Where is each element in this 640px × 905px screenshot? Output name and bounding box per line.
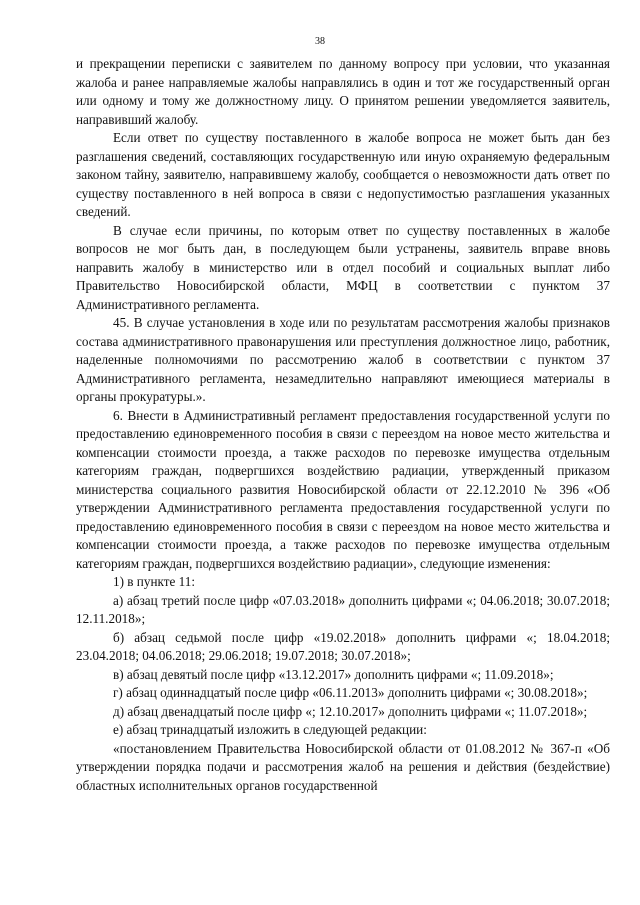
- page-number: 38: [315, 36, 325, 47]
- paragraph-resend-complaint: В случае если причины, по которым ответ по существу поставленных в жалобе вопросов не мог быть дан, в последующем были устранены, заявитель вправе вновь направить жалобу в министерство или в отдел пособий и социальных выплат либо Правительство Новосибирской области, МФЦ в соответствии с пунктом 37 Административного регламента.: [76, 222, 610, 312]
- paragraph-subitem-d: д) абзац двенадцатый после цифр «; 12.10.2017» дополнить цифрами «; 11.07.2018»;: [113, 703, 588, 719]
- paragraph-new-wording: «постановлением Правительства Новосибирской области от 01.08.2012 № 367-п «Об утверждении порядка подачи и рассмотрения жалоб на решения и действия (бездействие) областных исполнительных органов государственной: [76, 740, 610, 793]
- document-body: [76, 55, 610, 795]
- paragraph-item-45: 45. В случае установления в ходе или по результатам рассмотрения жалобы признаков состава административного правонарушения или преступления должностное лицо, работник, наделенные полномочиями по рассмотрению жалоб в соответствии с пунктом 37 Административного регламента, незамедлительно направляют имеющиеся материалы в органы прокуратуры.».: [76, 315, 610, 404]
- paragraph-subitem-v: в) абзац девятый после цифр «13.12.2017» дополнить цифрами «; 11.09.2018»;: [113, 666, 554, 682]
- paragraph-subitem-b: б) абзац седьмой после цифр «19.02.2018» дополнить цифрами «; 18.04.2018; 23.04.2018; 04.06.2018; 29.06.2018; 19.07.2018; 30.07.2018»;: [76, 629, 610, 663]
- paragraph-subitem-e: е) абзац тринадцатый изложить в следующей редакции:: [113, 722, 427, 737]
- paragraph-item-6: 6. Внести в Административный регламент предоставления государственной услуги по предоставлению единовременного пособия в связи с переездом на новое место жительства и компенсации стоимости проезда, а также расходов по перевозке имущества отдельным категориям граждан, подвергшихся воздействию радиации, утвержденный приказом министерства социального развития Новосибирской области от 22.12.2010 № 396 «Об утверждении Административного регламента предоставления государственной услуги по предоставлению единовременного пособия в связи с переездом на новое место жительства и компенсации стоимости проезда, а также расходов по перевозке имущества отдельным категориям граждан, подвергшихся воздействию радиации», следующие изменения:: [76, 407, 610, 571]
- paragraph-no-answer-secret: Если ответ по существу поставленного в жалобе вопроса не может быть дан без разглашения сведений, составляющих государственную или иную охраняемую федеральным законом тайну, заявителю, направившему жалобу, сообщается о невозможности дать ответ по существу поставленного в ней вопроса в связи с недопустимостью разглашения указанных сведений.: [76, 130, 610, 219]
- paragraph-subitem-a: а) абзац третий после цифр «07.03.2018» дополнить цифрами «; 04.06.2018; 30.07.2018; 12.11.2018»;: [76, 592, 610, 626]
- paragraph-continuation: и прекращении переписки с заявителем по данному вопросу при условии, что указанная жалоба и ранее направляемые жалобы направлялись в один и тот же государственный орган или одному и тому же должностному лицу. О принятом решении уведомляется заявитель, направивший жалобу.: [76, 56, 610, 127]
- paragraph-subitem-1: 1) в пункте 11:: [113, 574, 196, 589]
- paragraph-subitem-g: г) абзац одиннадцатый после цифр «06.11.2013» дополнить цифрами «; 30.08.2018»;: [113, 685, 588, 700]
